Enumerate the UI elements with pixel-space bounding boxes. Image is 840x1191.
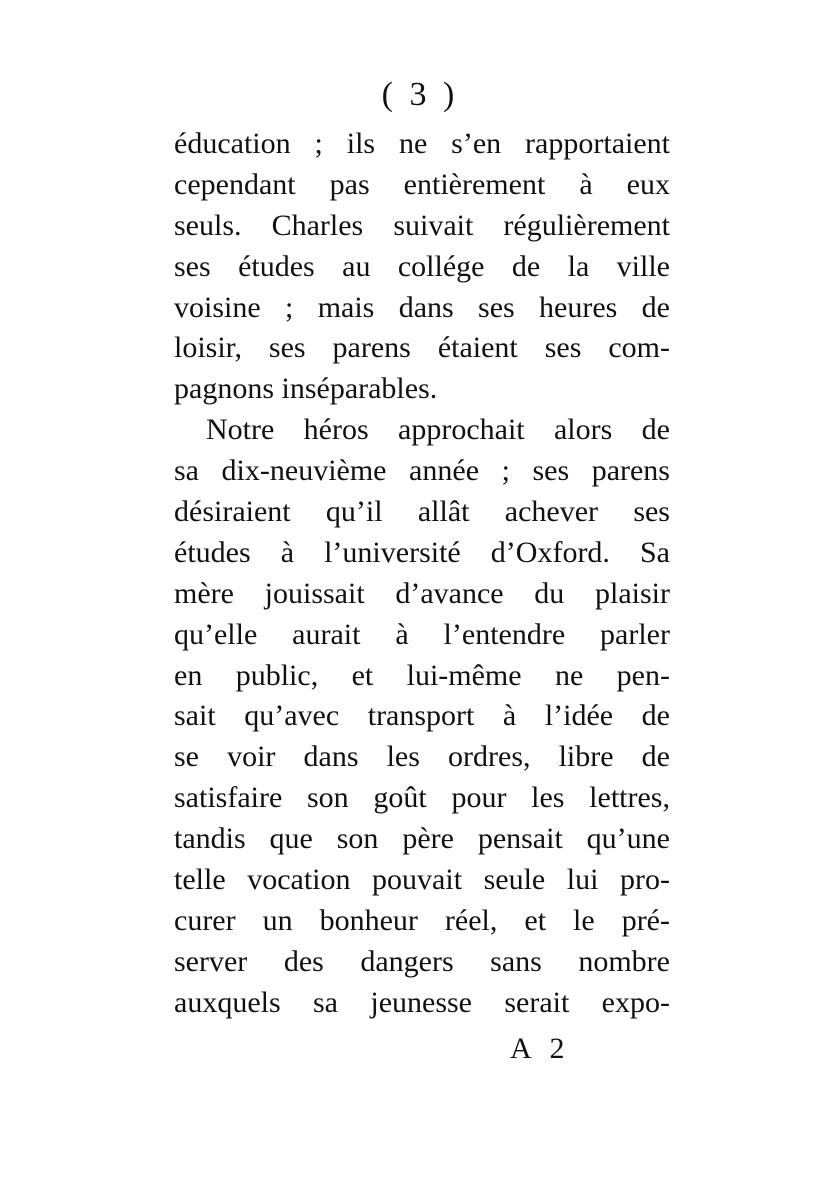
text-line: telle vocation pouvait seule lui pro- xyxy=(174,863,670,897)
text-line: ses études au collége de la ville xyxy=(174,249,670,283)
text-line: Notre héros approchait alors de xyxy=(206,413,670,447)
text-line: éducation ; ils ne s’en rapportaient xyxy=(174,127,670,160)
text-line: études à l’université d’Oxford. Sa xyxy=(174,535,670,569)
text-line: cependant pas entièrement à eux xyxy=(174,167,670,201)
text-line: se voir dans les ordres, libre de xyxy=(174,740,670,774)
text-line: tandis que son père pensait qu’une xyxy=(174,822,670,856)
signature-mark: A 2 xyxy=(510,1032,571,1065)
text-line: loisir, ses parens étaient ses com- xyxy=(174,331,670,365)
text-line: auxquels sa jeunesse serait expo- xyxy=(174,985,670,1019)
text-line: sa dix-neuvième année ; ses parens xyxy=(174,454,670,488)
text-line: voisine ; mais dans ses heures de xyxy=(174,290,670,324)
text-line: en public, et lui-même ne pen- xyxy=(174,658,670,692)
body-text xyxy=(174,124,670,1024)
text-line: server des dangers sans nombre xyxy=(174,944,670,978)
text-line: pagnons inséparables. xyxy=(174,372,438,406)
text-line: curer un bonheur réel, et le pré- xyxy=(174,903,670,937)
text-line: qu’elle aurait à l’entendre parler xyxy=(174,617,670,651)
text-line: satisfaire son goût pour les lettres, xyxy=(174,781,670,815)
text-line: mère jouissait d’avance du plaisir xyxy=(174,576,670,610)
page-number: ( 3 ) xyxy=(381,76,459,113)
text-line: seuls. Charles suivait régulièrement xyxy=(174,208,670,242)
text-line: désiraient qu’il allât achever ses xyxy=(174,495,670,529)
text-line: sait qu’avec transport à l’idée de xyxy=(174,699,670,733)
